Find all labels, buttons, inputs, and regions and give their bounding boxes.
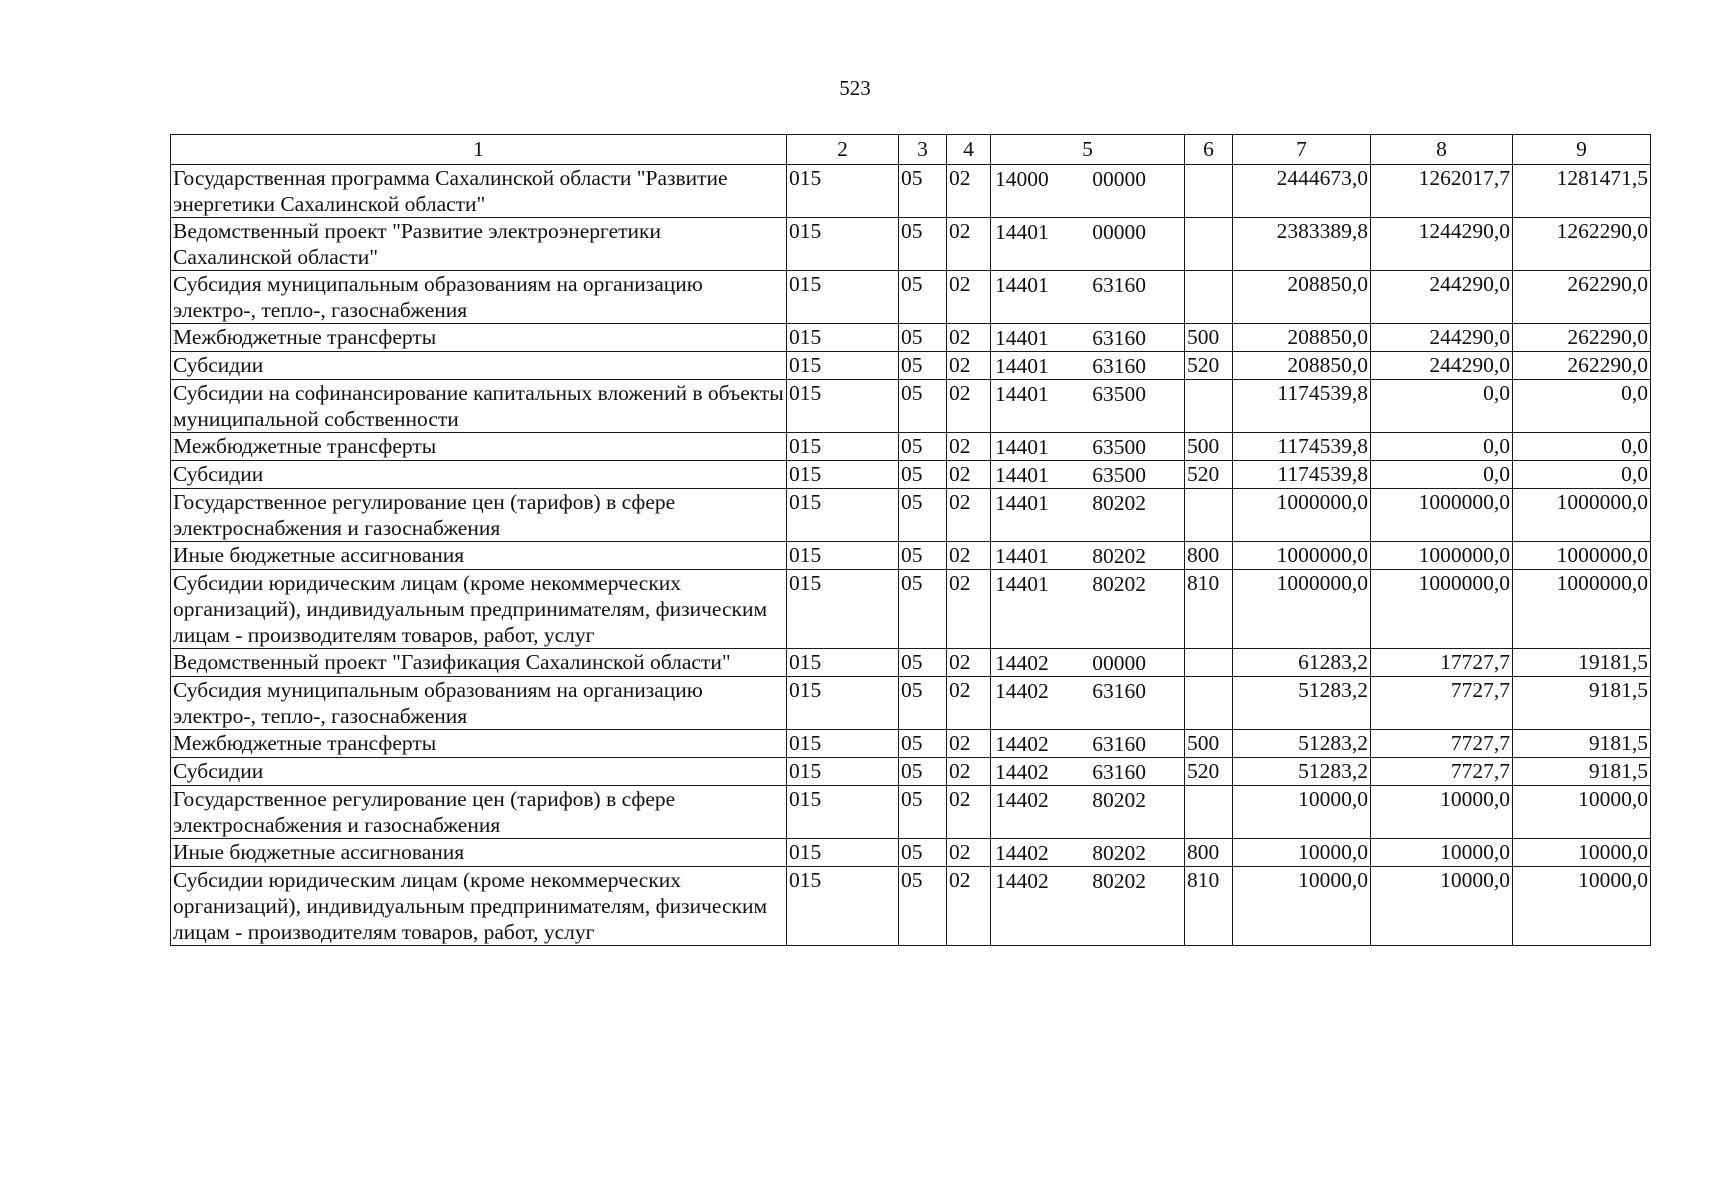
amount-col-8: 1000000,0 <box>1371 489 1513 542</box>
section-code: 05 <box>899 758 947 786</box>
amount-col-9: 0,0 <box>1513 380 1651 433</box>
row-name: Субсидии <box>171 461 787 489</box>
expense-type-code <box>1185 380 1233 433</box>
expense-type-code: 520 <box>1185 758 1233 786</box>
table-row <box>171 352 1651 380</box>
expense-type-code: 500 <box>1185 730 1233 758</box>
amount-col-7: 208850,0 <box>1233 352 1371 380</box>
expense-type-code: 800 <box>1185 542 1233 570</box>
program-code: 14401 <box>995 572 1049 596</box>
ministry-code: 015 <box>787 461 899 489</box>
table-row <box>171 542 1651 570</box>
target-article-cell <box>991 324 1185 352</box>
section-code: 05 <box>899 786 947 839</box>
expense-type-code <box>1185 271 1233 324</box>
row-name: Ведомственный проект "Развитие электроэнергетики Сахалинской области" <box>171 218 787 271</box>
subsection-code: 02 <box>947 867 991 946</box>
amount-col-8: 1000000,0 <box>1371 542 1513 570</box>
col-header-2: 2 <box>787 135 899 165</box>
target-article-cell <box>991 461 1185 489</box>
program-code: 14402 <box>995 732 1049 756</box>
ministry-code: 015 <box>787 380 899 433</box>
amount-col-9: 0,0 <box>1513 433 1651 461</box>
expense-type-code <box>1185 649 1233 677</box>
row-name: Межбюджетные трансферты <box>171 433 787 461</box>
section-code: 05 <box>899 839 947 867</box>
table-body <box>171 165 1651 946</box>
ministry-code: 015 <box>787 165 899 218</box>
subsection-code: 02 <box>947 165 991 218</box>
table-row <box>171 165 1651 218</box>
header-row <box>171 135 1651 165</box>
col-header-5: 5 <box>991 135 1185 165</box>
section-code: 05 <box>899 218 947 271</box>
subsection-code: 02 <box>947 218 991 271</box>
row-name: Субсидия муниципальным образованиям на организацию электро-, тепло-, газоснабжения <box>171 271 787 324</box>
ministry-code: 015 <box>787 218 899 271</box>
amount-col-8: 0,0 <box>1371 433 1513 461</box>
direction-code: 80202 <box>1092 572 1146 596</box>
amount-col-9: 9181,5 <box>1513 758 1651 786</box>
expense-type-code <box>1185 677 1233 730</box>
amount-col-7: 51283,2 <box>1233 758 1371 786</box>
amount-col-8: 244290,0 <box>1371 271 1513 324</box>
row-name: Государственное регулирование цен (тарифов) в сфере электроснабжения и газоснабжения <box>171 786 787 839</box>
section-code: 05 <box>899 352 947 380</box>
direction-code: 63160 <box>1092 273 1146 297</box>
amount-col-7: 1000000,0 <box>1233 542 1371 570</box>
subsection-code: 02 <box>947 461 991 489</box>
table-row <box>171 489 1651 542</box>
amount-col-9: 9181,5 <box>1513 677 1651 730</box>
amount-col-7: 1174539,8 <box>1233 461 1371 489</box>
amount-col-9: 1000000,0 <box>1513 489 1651 542</box>
row-name: Межбюджетные трансферты <box>171 324 787 352</box>
amount-col-9: 10000,0 <box>1513 867 1651 946</box>
target-article-cell <box>991 542 1185 570</box>
amount-col-9: 9181,5 <box>1513 730 1651 758</box>
table-row <box>171 324 1651 352</box>
target-article-cell <box>991 489 1185 542</box>
program-code: 14401 <box>995 382 1049 406</box>
program-code: 14401 <box>995 435 1049 459</box>
target-article-cell <box>991 758 1185 786</box>
target-article-cell <box>991 165 1185 218</box>
row-name: Государственная программа Сахалинской области "Развитие энергетики Сахалинской области" <box>171 165 787 218</box>
target-article-cell <box>991 380 1185 433</box>
direction-code: 80202 <box>1092 869 1146 893</box>
amount-col-8: 7727,7 <box>1371 758 1513 786</box>
direction-code: 00000 <box>1092 167 1146 191</box>
subsection-code: 02 <box>947 380 991 433</box>
table-row <box>171 380 1651 433</box>
table-row <box>171 758 1651 786</box>
amount-col-7: 51283,2 <box>1233 677 1371 730</box>
row-name: Иные бюджетные ассигнования <box>171 839 787 867</box>
row-name: Субсидии <box>171 352 787 380</box>
expense-type-code <box>1185 489 1233 542</box>
target-article-cell <box>991 839 1185 867</box>
table-row <box>171 839 1651 867</box>
subsection-code: 02 <box>947 542 991 570</box>
row-name: Межбюджетные трансферты <box>171 730 787 758</box>
program-code: 14401 <box>995 544 1049 568</box>
subsection-code: 02 <box>947 489 991 542</box>
program-code: 14402 <box>995 651 1049 675</box>
program-code: 14401 <box>995 220 1049 244</box>
expense-type-code: 810 <box>1185 570 1233 649</box>
target-article-cell <box>991 730 1185 758</box>
amount-col-7: 10000,0 <box>1233 786 1371 839</box>
program-code: 14000 <box>995 167 1049 191</box>
expense-type-code: 520 <box>1185 461 1233 489</box>
amount-col-8: 1262017,7 <box>1371 165 1513 218</box>
subsection-code: 02 <box>947 839 991 867</box>
subsection-code: 02 <box>947 570 991 649</box>
subsection-code: 02 <box>947 730 991 758</box>
direction-code: 63500 <box>1092 463 1146 487</box>
row-name: Субсидии юридическим лицам (кроме некоммерческих организаций), индивидуальным предпринимателям, физическим лицам - производителям товаров, работ, услуг <box>171 867 787 946</box>
ministry-code: 015 <box>787 542 899 570</box>
col-header-1: 1 <box>171 135 787 165</box>
section-code: 05 <box>899 324 947 352</box>
direction-code: 80202 <box>1092 491 1146 515</box>
subsection-code: 02 <box>947 324 991 352</box>
ministry-code: 015 <box>787 352 899 380</box>
program-code: 14401 <box>995 354 1049 378</box>
subsection-code: 02 <box>947 786 991 839</box>
target-article-cell <box>991 570 1185 649</box>
amount-col-8: 10000,0 <box>1371 786 1513 839</box>
ministry-code: 015 <box>787 839 899 867</box>
program-code: 14402 <box>995 869 1049 893</box>
ministry-code: 015 <box>787 324 899 352</box>
direction-code: 00000 <box>1092 651 1146 675</box>
table-row <box>171 271 1651 324</box>
amount-col-8: 17727,7 <box>1371 649 1513 677</box>
target-article-cell <box>991 352 1185 380</box>
expense-type-code: 500 <box>1185 433 1233 461</box>
direction-code: 00000 <box>1092 220 1146 244</box>
budget-table <box>170 134 1651 946</box>
amount-col-7: 2383389,8 <box>1233 218 1371 271</box>
program-code: 14401 <box>995 463 1049 487</box>
ministry-code: 015 <box>787 867 899 946</box>
amount-col-9: 262290,0 <box>1513 324 1651 352</box>
section-code: 05 <box>899 380 947 433</box>
section-code: 05 <box>899 489 947 542</box>
ministry-code: 015 <box>787 271 899 324</box>
table-row <box>171 786 1651 839</box>
section-code: 05 <box>899 542 947 570</box>
ministry-code: 015 <box>787 433 899 461</box>
row-name: Субсидии юридическим лицам (кроме некоммерческих организаций), индивидуальным предпринимателям, физическим лицам - производителям товаров, работ, услуг <box>171 570 787 649</box>
ministry-code: 015 <box>787 489 899 542</box>
row-name: Субсидия муниципальным образованиям на организацию электро-, тепло-, газоснабжения <box>171 677 787 730</box>
program-code: 14401 <box>995 326 1049 350</box>
amount-col-9: 262290,0 <box>1513 271 1651 324</box>
target-article-cell <box>991 677 1185 730</box>
program-code: 14402 <box>995 679 1049 703</box>
amount-col-7: 1174539,8 <box>1233 433 1371 461</box>
amount-col-8: 0,0 <box>1371 461 1513 489</box>
col-header-6: 6 <box>1185 135 1233 165</box>
amount-col-8: 244290,0 <box>1371 324 1513 352</box>
amount-col-9: 262290,0 <box>1513 352 1651 380</box>
expense-type-code <box>1185 165 1233 218</box>
amount-col-7: 208850,0 <box>1233 324 1371 352</box>
amount-col-9: 1000000,0 <box>1513 542 1651 570</box>
amount-col-7: 1000000,0 <box>1233 570 1371 649</box>
amount-col-8: 1244290,0 <box>1371 218 1513 271</box>
target-article-cell <box>991 867 1185 946</box>
amount-col-9: 1262290,0 <box>1513 218 1651 271</box>
amount-col-7: 10000,0 <box>1233 867 1371 946</box>
amount-col-8: 1000000,0 <box>1371 570 1513 649</box>
program-code: 14402 <box>995 841 1049 865</box>
amount-col-8: 244290,0 <box>1371 352 1513 380</box>
amount-col-7: 1000000,0 <box>1233 489 1371 542</box>
col-header-7: 7 <box>1233 135 1371 165</box>
table-row <box>171 867 1651 946</box>
section-code: 05 <box>899 570 947 649</box>
amount-col-7: 2444673,0 <box>1233 165 1371 218</box>
amount-col-9: 10000,0 <box>1513 839 1651 867</box>
ministry-code: 015 <box>787 786 899 839</box>
expense-type-code: 500 <box>1185 324 1233 352</box>
section-code: 05 <box>899 867 947 946</box>
amount-col-7: 208850,0 <box>1233 271 1371 324</box>
target-article-cell <box>991 271 1185 324</box>
table-row <box>171 461 1651 489</box>
table-row <box>171 730 1651 758</box>
direction-code: 63160 <box>1092 326 1146 350</box>
expense-type-code: 810 <box>1185 867 1233 946</box>
direction-code: 63160 <box>1092 354 1146 378</box>
amount-col-8: 10000,0 <box>1371 867 1513 946</box>
row-name: Государственное регулирование цен (тарифов) в сфере электроснабжения и газоснабжения <box>171 489 787 542</box>
subsection-code: 02 <box>947 433 991 461</box>
target-article-cell <box>991 786 1185 839</box>
expense-type-code: 520 <box>1185 352 1233 380</box>
amount-col-7: 10000,0 <box>1233 839 1371 867</box>
amount-col-8: 10000,0 <box>1371 839 1513 867</box>
table-row <box>171 649 1651 677</box>
amount-col-7: 1174539,8 <box>1233 380 1371 433</box>
program-code: 14401 <box>995 491 1049 515</box>
section-code: 05 <box>899 649 947 677</box>
amount-col-8: 7727,7 <box>1371 730 1513 758</box>
target-article-cell <box>991 218 1185 271</box>
row-name: Субсидии <box>171 758 787 786</box>
amount-col-8: 0,0 <box>1371 380 1513 433</box>
page-number: 523 <box>839 76 871 100</box>
expense-type-code <box>1185 786 1233 839</box>
row-name: Иные бюджетные ассигнования <box>171 542 787 570</box>
subsection-code: 02 <box>947 677 991 730</box>
amount-col-9: 1000000,0 <box>1513 570 1651 649</box>
col-header-9: 9 <box>1513 135 1651 165</box>
subsection-code: 02 <box>947 271 991 324</box>
direction-code: 80202 <box>1092 788 1146 812</box>
amount-col-7: 61283,2 <box>1233 649 1371 677</box>
row-name: Ведомственный проект "Газификация Сахалинской области" <box>171 649 787 677</box>
direction-code: 63160 <box>1092 760 1146 784</box>
expense-type-code: 800 <box>1185 839 1233 867</box>
expense-type-code <box>1185 218 1233 271</box>
subsection-code: 02 <box>947 649 991 677</box>
program-code: 14402 <box>995 760 1049 784</box>
subsection-code: 02 <box>947 758 991 786</box>
section-code: 05 <box>899 271 947 324</box>
amount-col-9: 0,0 <box>1513 461 1651 489</box>
table-row <box>171 433 1651 461</box>
ministry-code: 015 <box>787 758 899 786</box>
section-code: 05 <box>899 433 947 461</box>
table-row <box>171 677 1651 730</box>
amount-col-7: 51283,2 <box>1233 730 1371 758</box>
direction-code: 63500 <box>1092 435 1146 459</box>
direction-code: 63500 <box>1092 382 1146 406</box>
direction-code: 80202 <box>1092 841 1146 865</box>
section-code: 05 <box>899 165 947 218</box>
program-code: 14401 <box>995 273 1049 297</box>
col-header-4: 4 <box>947 135 991 165</box>
row-name: Субсидии на софинансирование капитальных вложений в объекты муниципальной собственности <box>171 380 787 433</box>
table-row <box>171 218 1651 271</box>
amount-col-9: 19181,5 <box>1513 649 1651 677</box>
direction-code: 63160 <box>1092 679 1146 703</box>
ministry-code: 015 <box>787 649 899 677</box>
program-code: 14402 <box>995 788 1049 812</box>
amount-col-8: 7727,7 <box>1371 677 1513 730</box>
ministry-code: 015 <box>787 677 899 730</box>
col-header-8: 8 <box>1371 135 1513 165</box>
direction-code: 63160 <box>1092 732 1146 756</box>
subsection-code: 02 <box>947 352 991 380</box>
ministry-code: 015 <box>787 730 899 758</box>
section-code: 05 <box>899 461 947 489</box>
table-row <box>171 570 1651 649</box>
section-code: 05 <box>899 730 947 758</box>
amount-col-9: 10000,0 <box>1513 786 1651 839</box>
target-article-cell <box>991 433 1185 461</box>
col-header-3: 3 <box>899 135 947 165</box>
section-code: 05 <box>899 677 947 730</box>
amount-col-9: 1281471,5 <box>1513 165 1651 218</box>
target-article-cell <box>991 649 1185 677</box>
ministry-code: 015 <box>787 570 899 649</box>
direction-code: 80202 <box>1092 544 1146 568</box>
